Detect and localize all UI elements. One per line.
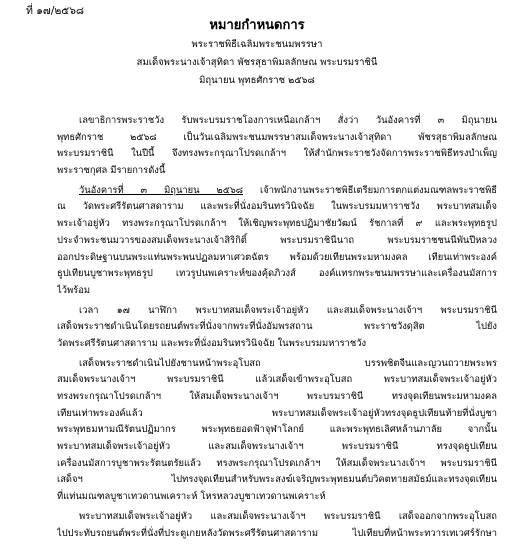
document-body — [57, 113, 497, 542]
body-line: พระพุทธมหามณีรัตนปฏิมากร พระพุทธยอดฟ้าจุฬาโลกย์ และพระพุทธเลิศหล้านภาลัย จากนั้น — [57, 424, 497, 436]
body-line: เทียนเท่าพระองค์แล้ว พระบาทสมเด็จพระเจ้าอยู่หัวทรงจุดธูปเทียนท้ายที่นั่งบูชา — [57, 407, 497, 419]
body-line: สมเด็จพระนางเจ้าฯ พระบรมราชินี แล้วเสด็จเข้าพระอุโบสถ พระบาทสมเด็จพระเจ้าอยู่หัว — [57, 374, 497, 386]
body-line — [57, 183, 497, 200]
body-line: เสด็จพระราชดำเนินไปยังชานหน้าพระอุโบสถ บรรพชิตจีนและญวนถวายพระพร — [79, 357, 497, 369]
body-line: ที่แท่นมณฑลบูชาเทวดานพเคราะห์ โหรหลวงบูชาเทวดานพเคราะห์ — [57, 491, 326, 503]
paragraph-intro — [57, 113, 497, 180]
body-line: เลขาธิการพระราชวัง รับพระบรมราชโองการเหนือเกล้าฯ สั่งว่า วันอังคารที่ ๓ มิถุนายน — [79, 115, 497, 126]
body-line: พระเจ้าอยู่หัว ทรงพระกรุณาโปรดเกล้าฯ ให้เชิญพระพุทธปฏิมาชัยวัฒน์ รัชกาลที่ ๙ และพระพุทธรูป — [57, 218, 497, 230]
body-line: พระบรมราชินี ในปีนี้ จึงทรงพระกรุณาโปรดเกล้าฯ ให้สำนักพระราชวังจัดการพระราชพิธีทรงบำเพ็ญ — [57, 148, 497, 160]
body-line: ประจำพระชนมวารของสมเด็จพระนางเจ้าสิริกิติ์ พระบรมราชินีนาถ พระบรมราชชนนีพันปีหลวง — [57, 234, 497, 246]
body-line: เวลา ๑๗ นาฬิกา พระบาทสมเด็จพระเจ้าอยู่หัว และสมเด็จพระนางเจ้าฯ พระบรมราชินี — [79, 304, 497, 316]
body-line: ไว้พร้อม — [57, 284, 91, 296]
month-year: มิถุนายน พุทธศักราช ๒๕๖๘ — [199, 75, 315, 86]
document-number: ที่ ๑๗/๒๕๖๘ — [26, 5, 84, 17]
body-line: ออกประดิษฐานบนพระแท่นพระพนปฏลมหาเศวตฉัตร พร้อมด้วยเทียนพระมหามงคล เทียนเท่าพระองค์ — [57, 251, 497, 263]
schedule-date: วันอังคารที่ ๓ มิถุนายน ๒๕๖๘ — [79, 184, 243, 196]
body-line: ณ วัดพระศรีรัตนศาสดาราม และพระที่นั่งอมรินทรวินิจฉัย ในพระบรมมหาราชวัง พระบาทสมเด็จ — [57, 201, 497, 213]
body-line: วัดพระศรีรัตนศาสดาราม และพระที่นั่งอมรินทรวินิจฉัย ในพระบรมมหาราชวัง — [57, 337, 367, 349]
body-line: ธูปเทียนบูชาพระพุทธรูป เทวรูปนพเคราะห์ของคุ้ดภิวงส์ องค์แทรกพระชนมพรรษาและเครื่องนมัสการ — [57, 268, 497, 280]
body-line: ทรงพระกรุณาโปรดเกล้าฯ ให้สมเด็จพระนางเจ้าฯ พระบรมราชินี ทรงจุดเทียนพระมหามงคล — [57, 391, 497, 402]
body-line: ไปประทับรถยนต์พระที่นั่งที่ประตูเกยหลังวัดพระศรีรัตนศาสดาราม ไปเทียบที่หน้าพระทวารเทเวศร์รักษา — [57, 527, 497, 539]
document-title: หมายกำหนดการ — [209, 18, 305, 33]
paragraph-ceremony — [57, 356, 497, 506]
body-line: พระบาทสมเด็จพระเจ้าอยู่หัว และสมเด็จพระนางเจ้าฯ พระบรมราชินี ทรงจุดธูปเทียน — [57, 441, 497, 453]
body-line: พุทธศักราช ๒๕๖๘ เป็นวันเฉลิมพระชนมพรรษาสมเด็จพระนางเจ้าสุทิดา พัชรสุธาพิมลลักษณ — [57, 131, 497, 143]
body-line: เสด็จฯ ไปทรงจุดเทียนสำหรับพระสงฆ์เจริญพระพุทธมนต์บวิคตทายสมัธม์และทรงจุดเทียน — [57, 474, 497, 486]
body-line: พระราชกุศล มีรายการดังนี้ — [57, 165, 166, 177]
body-line: เครื่องนมัสการบูชาพระรัตนตรัยแล้ว ทรงพระกรุณาโปรดเกล้าฯ ให้สมเด็จพระนางเจ้าฯ พระบรมราชินี — [57, 457, 497, 469]
body-line: พระบาทสมเด็จพระเจ้าอยู่หัว และสมเด็จพระนางเจ้าฯ พระบรมราชินี เสด็จออกจากพระอุโบสถ — [79, 510, 497, 522]
paragraph-time — [57, 303, 497, 353]
body-line: เสด็จพระราชดำเนินโดยรถยนต์พระที่นั่งจากพระที่นั่งอัมพรสถาน พระราชวังดุสิต ไปยัง — [57, 321, 497, 333]
queen-name: สมเด็จพระนางเจ้าสุทิดา พัชรสุธาพิมลลักษณ พระบรมราชินี — [136, 57, 378, 68]
ceremony-name: พระราชพิธีเฉลิมพระชนมพรรษา — [191, 39, 323, 50]
body-line-rest: เจ้าพนักงานพระราชพิธีเตรียมการตกแต่งมณฑลพระราชพิธี — [243, 184, 497, 196]
paragraph-departure — [57, 509, 497, 542]
paragraph-schedule-day — [57, 183, 497, 300]
